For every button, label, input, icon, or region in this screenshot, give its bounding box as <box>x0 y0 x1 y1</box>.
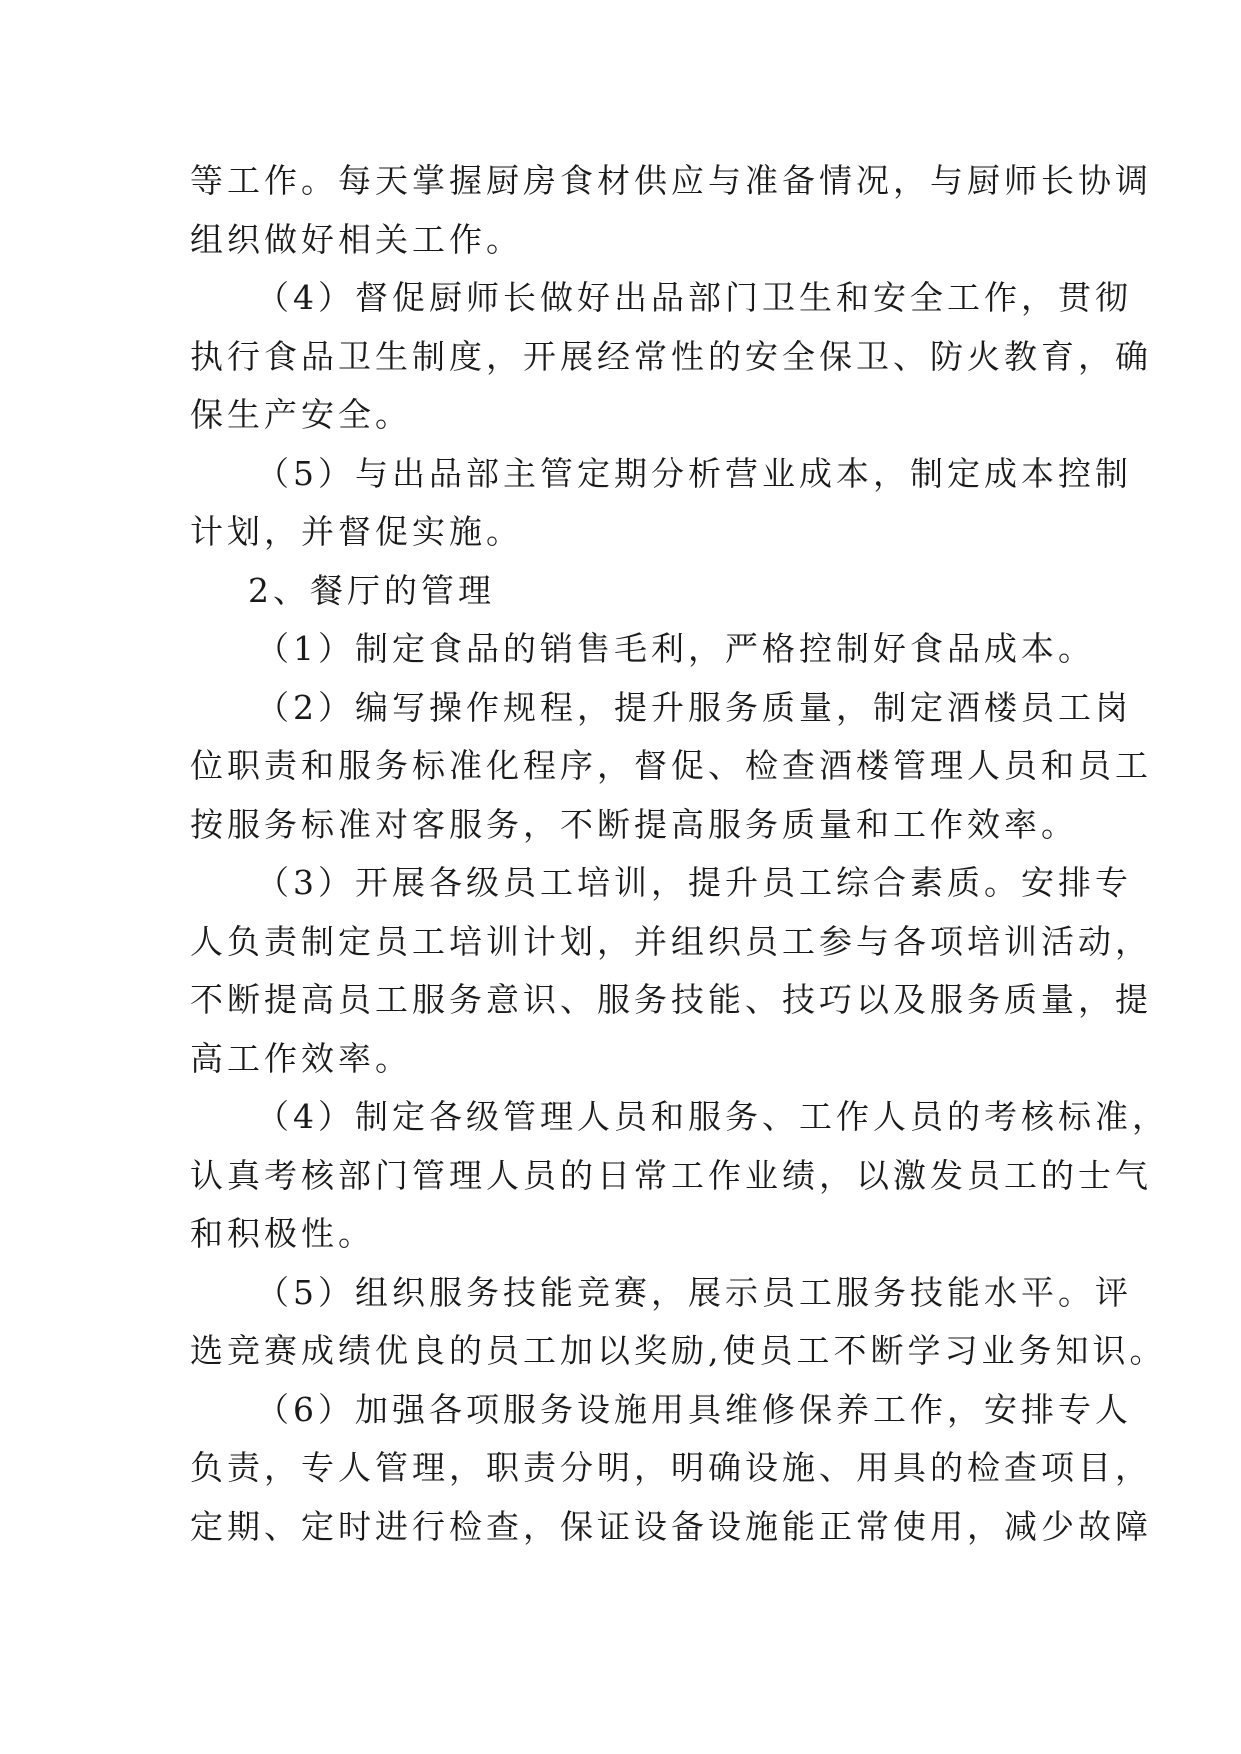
text-line: （5）与出品部主管定期分析营业成本，制定成本控制 <box>256 453 1132 493</box>
text-line: （1）制定食品的销售毛利，严格控制好食品成本。 <box>256 629 1095 668</box>
document-body <box>190 152 1169 1556</box>
text-line: 不断提高员工服务意识、服务技能、技巧以及服务质量，提 <box>190 980 1152 1019</box>
text-line: 位职责和服务标准化程序，督促、检查酒楼管理人员和员工 <box>190 746 1152 785</box>
paragraph-item-3 <box>190 854 1152 1088</box>
text-line: 选竞赛成绩优良的员工加以奖励,使员工不断学习业务知识。 <box>190 1331 1167 1370</box>
text-line: （3）开展各级员工培训，提升员工综合素质。安排专 <box>256 863 1132 902</box>
text-line: 执行食品卫生制度，开展经常性的安全保卫、防火教育，确 <box>190 336 1152 376</box>
text-line: 等工作。每天掌握厨房食材供应与准备情况，与厨师长协调 <box>190 161 1152 200</box>
text-line: 认真考核部门管理人员的日常工作业绩，以激发员工的士气 <box>190 1155 1152 1195</box>
paragraph-heading-2 <box>190 562 1052 621</box>
text-line: （6）加强各项服务设施用具维修保养工作，安排专人 <box>256 1389 1132 1429</box>
text-line: 保生产安全。 <box>190 395 412 434</box>
text-line: （4）制定各级管理人员和服务、工作人员的考核标准， <box>256 1097 1169 1136</box>
paragraph-item-1 <box>190 620 1095 679</box>
text-line: （4）督促厨师长做好出品部门卫生和安全工作，贯彻 <box>256 278 1132 317</box>
paragraph-item-5-kitchen <box>190 445 1132 562</box>
document-page <box>190 152 1169 1556</box>
text-line: 人负责制定员工培训计划，并组织员工参与各项培训活动， <box>190 921 1152 961</box>
text-line: 和积极性。 <box>190 1214 375 1253</box>
paragraph-continuation <box>190 152 1152 269</box>
text-line: 2、餐厅的管理 <box>248 570 495 610</box>
text-line: 组织做好相关工作。 <box>190 219 523 259</box>
text-line: （2）编写操作规程，提升服务质量，制定酒楼员工岗 <box>256 687 1132 727</box>
text-line: 定期、定时进行检查，保证设备设施能正常使用，减少故障 <box>190 1506 1152 1546</box>
text-line: 高工作效率。 <box>190 1038 412 1078</box>
text-line: 负责，专人管理，职责分明，明确设施、用具的检查项目， <box>190 1448 1152 1487</box>
paragraph-item-6 <box>190 1381 1152 1557</box>
text-line: 计划，并督促实施。 <box>190 512 523 551</box>
paragraph-item-5 <box>190 1264 1167 1381</box>
paragraph-item-2 <box>190 679 1152 855</box>
text-line: （5）组织服务技能竞赛，展示员工服务技能水平。评 <box>256 1272 1132 1312</box>
paragraph-item-4-kitchen <box>190 269 1152 445</box>
paragraph-item-4 <box>190 1088 1169 1264</box>
text-line: 按服务标准对客服务，不断提高服务质量和工作效率。 <box>190 804 1078 844</box>
